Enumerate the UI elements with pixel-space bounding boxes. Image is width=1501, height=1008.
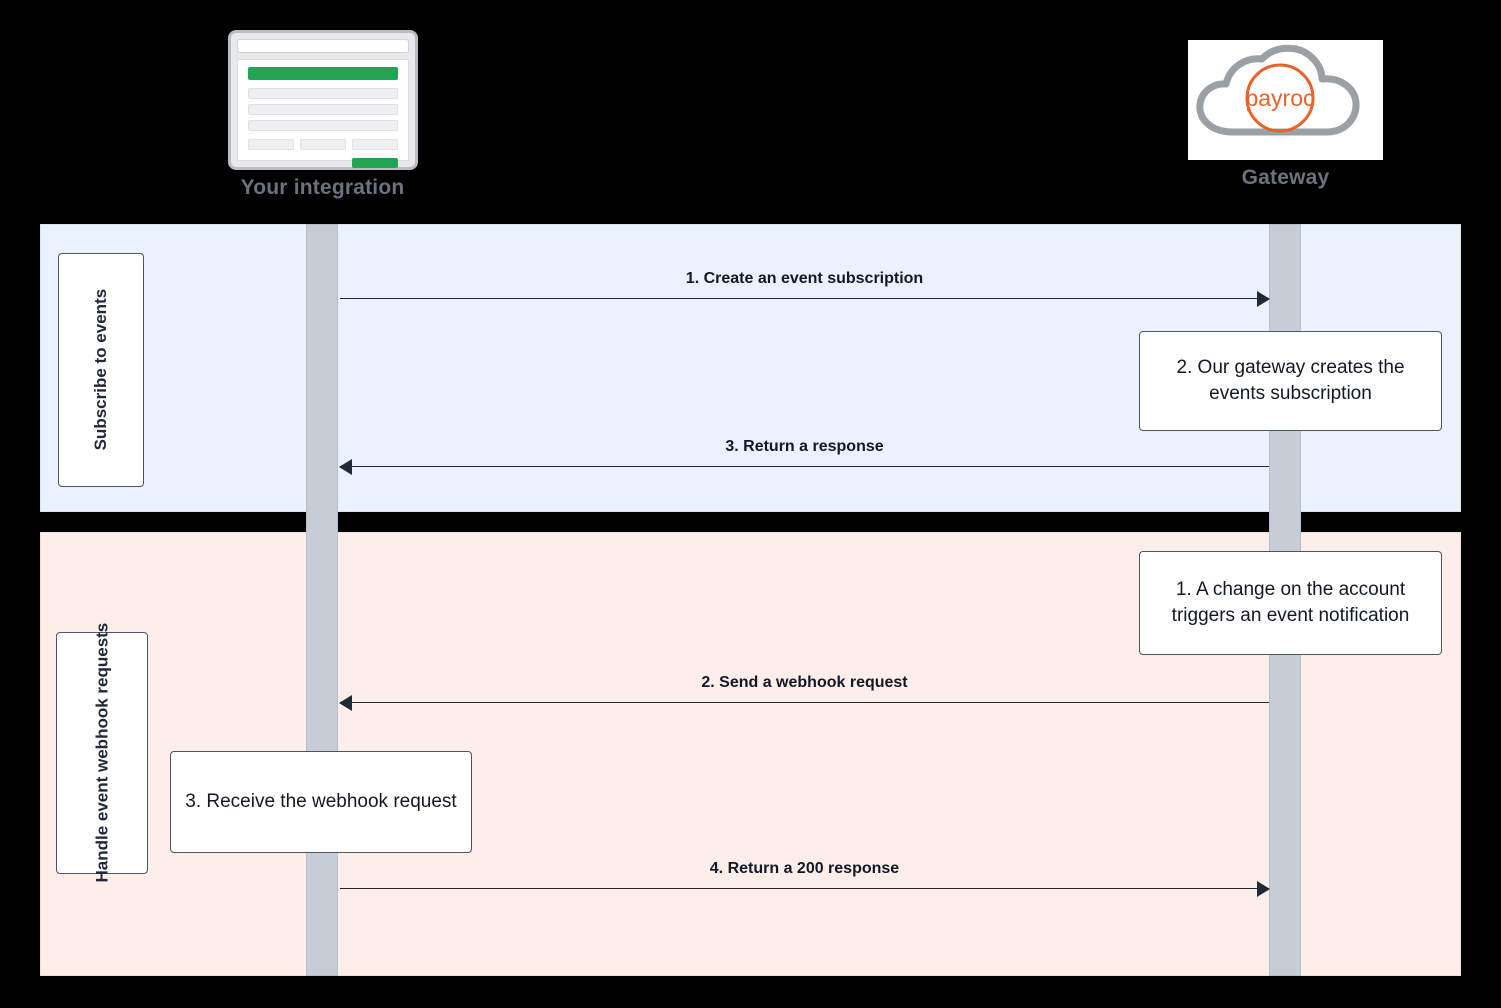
phase-title-subscribe [58,253,144,487]
content-chip-row [248,139,398,150]
message-line [340,298,1269,299]
note-receive-webhook-request [170,751,472,853]
browser-content [237,59,409,161]
message-return-a-response [340,438,1269,472]
arrow-head-left-icon [339,695,352,711]
arrow-head-right-icon [1257,291,1270,307]
content-chip [352,139,398,150]
message-line [340,702,1269,703]
message-label: 3. Return a response [725,438,884,455]
content-line [248,88,398,99]
content-line [248,104,398,115]
content-chip [300,139,346,150]
note-text: 2. Our gateway creates the events subscription [1176,357,1405,404]
actor-integration-label: Your integration [240,176,405,199]
green-submit-chip [352,158,398,168]
content-chip [248,139,294,150]
message-line [340,888,1269,889]
arrow-head-right-icon [1257,881,1270,897]
lifeline-integration [306,224,338,976]
note-account-change-triggers-event [1139,551,1442,655]
message-label: 2. Send a webhook request [701,674,908,691]
actor-integration [225,30,420,200]
actor-gateway [1188,30,1383,190]
phase-title-subscribe-label: Subscribe to events [91,289,111,451]
arrow-head-left-icon [339,459,352,475]
browser-window-icon [228,30,418,170]
green-header-bar [248,67,398,80]
phase-title-handle [56,623,148,883]
note-text: 1. A change on the account triggers an event notification [1171,579,1410,626]
note-gateway-creates-subscription [1139,331,1442,431]
message-create-event-subscription [340,270,1269,304]
content-line [248,120,398,131]
message-send-webhook-request [340,674,1269,708]
note-text: 3. Receive the webhook request [185,791,457,813]
message-label: 4. Return a 200 response [709,860,900,877]
message-return-200-response [340,860,1269,894]
phase-title-handle-label: Handle event webhook requests [92,623,112,883]
payroc-cloud-icon [1188,40,1383,160]
message-line [340,466,1269,467]
browser-titlebar [237,39,409,53]
svg-text:payroc: payroc [1245,85,1315,111]
message-label: 1. Create an event subscription [685,270,924,287]
actor-gateway-label: Gateway [1241,166,1330,189]
